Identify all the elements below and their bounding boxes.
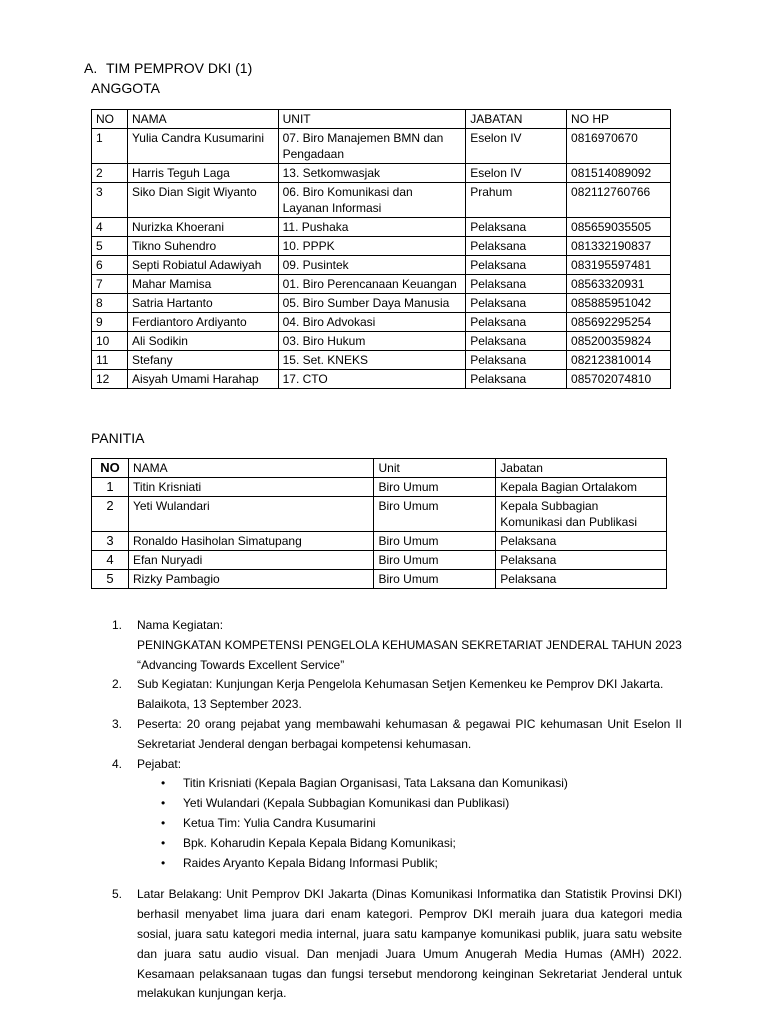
list-item <box>161 794 682 814</box>
cell-nama: Nurizka Khoerani <box>127 218 278 237</box>
item-number: 2. <box>112 677 123 692</box>
section-title: TIM PEMPROV DKI (1) <box>106 60 253 76</box>
cell-no: 12 <box>92 370 128 389</box>
cell-no: 11 <box>92 351 128 370</box>
cell-no-hp: 082123810014 <box>567 351 671 370</box>
anggota-heading: ANGGOTA <box>91 80 160 96</box>
cell-nama: Septi Robiatul Adawiyah <box>127 256 278 275</box>
cell-no: 3 <box>92 183 128 218</box>
cell-unit: 05. Biro Sumber Daya Manusia <box>278 294 466 313</box>
item-label: Nama Kegiatan: <box>137 618 224 632</box>
list-item <box>161 814 682 834</box>
panitia-table <box>91 458 667 589</box>
cell-no: 4 <box>92 218 128 237</box>
table-row <box>92 551 667 570</box>
table-row <box>92 256 671 275</box>
cell-no-hp: 085692295254 <box>567 313 671 332</box>
cell-nama: Titin Krisniati <box>128 478 374 497</box>
cell-no-hp: 08563320931 <box>567 275 671 294</box>
bullet-icon: • <box>161 776 166 791</box>
column-header: JABATAN <box>466 110 567 129</box>
cell-no: 7 <box>92 275 128 294</box>
item-text: Peserta: 20 orang pejabat yang membawahi kehumasan & pegawai PIC kehumasan Unit Eselon II Sekretariat Jenderal dengan berbagai kompetensi kehumasan. <box>137 716 682 751</box>
cell-no-hp: 081514089092 <box>567 164 671 183</box>
cell-unit: Biro Umum <box>374 570 496 589</box>
cell-unit: 04. Biro Advokasi <box>278 313 466 332</box>
cell-jabatan: Pelaksana <box>466 237 567 256</box>
panitia-heading: PANITIA <box>91 430 145 446</box>
list-item <box>161 774 682 794</box>
cell-unit: Biro Umum <box>374 497 496 532</box>
cell-nama: Rizky Pambagio <box>128 570 374 589</box>
spacer <box>112 873 682 885</box>
cell-no-hp: 085659035505 <box>567 218 671 237</box>
item-text: Balaikota, 13 September 2023. <box>137 697 302 712</box>
item-number: 3. <box>112 716 123 731</box>
table-row <box>92 332 671 351</box>
cell-no-hp: 085702074810 <box>567 370 671 389</box>
item-number: 5. <box>112 887 123 902</box>
table-header-row <box>92 459 667 478</box>
cell-nama: Stefany <box>127 351 278 370</box>
bullet-text: Bpk. Koharudin Kepala Kepala Bidang Komunikasi; <box>183 835 456 850</box>
list-item <box>161 854 682 874</box>
cell-nama: Ali Sodikin <box>127 332 278 351</box>
cell-unit: 17. CTO <box>278 370 466 389</box>
cell-unit: Biro Umum <box>374 551 496 570</box>
column-header: NO HP <box>567 110 671 129</box>
list-item-latar-belakang <box>112 885 682 1004</box>
list-item-sub-kegiatan <box>112 675 682 715</box>
table-row <box>92 497 667 532</box>
bullet-text: Yeti Wulandari (Kepala Subbagian Komunikasi dan Publikasi) <box>183 796 510 811</box>
item-text: Latar Belakang: Unit Pemprov DKI Jakarta (Dinas Komunikasi Informatika dan Statistik Provinsi DKI) berhasil menyabet lima juara dari enam kategori. Pemprov DKI meraih juara dua kategori media sosial, juara satu kategori media internal, juara satu kampanye komunikasi publik, juara satu website dan juara satu audio visual. Dan menjadi Juara Umum Anugerah Media Humas (AMH) 2022. Kesamaan pelaksanaan tugas dan fungsi tersebut mendorong keinginan Sekretariat Jenderal untuk melakukan kunjungan kerja. <box>137 887 682 1001</box>
cell-nama: Ferdiantoro Ardiyanto <box>127 313 278 332</box>
list-item <box>161 834 682 854</box>
list-item-peserta <box>112 715 682 755</box>
cell-no: 1 <box>92 478 129 497</box>
column-header: NAMA <box>128 459 374 478</box>
cell-unit: 09. Pusintek <box>278 256 466 275</box>
table-header-row <box>92 110 671 129</box>
cell-jabatan: Eselon IV <box>466 129 567 164</box>
cell-unit: Biro Umum <box>374 532 496 551</box>
table-row <box>92 532 667 551</box>
section-letter: A. <box>84 60 98 76</box>
activity-title: PENINGKATAN KOMPETENSI PENGELOLA KEHUMASAN SEKRETARIAT JENDERAL TAHUN 2023 <box>137 637 682 652</box>
cell-no: 2 <box>92 497 129 532</box>
cell-nama: Mahar Mamisa <box>127 275 278 294</box>
cell-jabatan: Pelaksana <box>466 370 567 389</box>
cell-jabatan: Pelaksana <box>496 570 667 589</box>
cell-jabatan: Kepala Bagian Ortalakom <box>496 478 667 497</box>
table-row <box>92 478 667 497</box>
item-number: 4. <box>112 756 123 771</box>
table-row <box>92 218 671 237</box>
cell-no: 6 <box>92 256 128 275</box>
list-item-nama-kegiatan <box>112 616 682 675</box>
item-label: Pejabat: <box>137 756 182 771</box>
cell-jabatan: Pelaksana <box>466 351 567 370</box>
column-header: NO <box>92 110 128 129</box>
bullet-text: Ketua Tim: Yulia Candra Kusumarini <box>183 815 376 830</box>
table-row <box>92 129 671 164</box>
cell-nama: Siko Dian Sigit Wiyanto <box>127 183 278 218</box>
cell-no: 4 <box>92 551 129 570</box>
cell-jabatan: Kepala Subbagian Komunikasi dan Publikasi <box>496 497 667 532</box>
table-row <box>92 294 671 313</box>
cell-no-hp: 083195597481 <box>567 256 671 275</box>
cell-no-hp: 081332190837 <box>567 237 671 256</box>
bullet-icon: • <box>161 796 166 811</box>
cell-jabatan: Pelaksana <box>466 256 567 275</box>
cell-no-hp: 085200359824 <box>567 332 671 351</box>
item-number: 1. <box>112 618 123 632</box>
cell-nama: Aisyah Umami Harahap <box>127 370 278 389</box>
cell-unit: 06. Biro Komunikasi dan Layanan Informasi <box>278 183 466 218</box>
table-row <box>92 183 671 218</box>
cell-unit: 15. Set. KNEKS <box>278 351 466 370</box>
cell-jabatan: Pelaksana <box>466 332 567 351</box>
table-row <box>92 570 667 589</box>
cell-nama: Efan Nuryadi <box>128 551 374 570</box>
bullet-text: Titin Krisniati (Kepala Bagian Organisasi, Tata Laksana dan Komunikasi) <box>183 776 568 791</box>
column-header: NAMA <box>127 110 278 129</box>
column-header: UNIT <box>278 110 466 129</box>
cell-no: 10 <box>92 332 128 351</box>
cell-no: 1 <box>92 129 128 164</box>
pejabat-bullet-list <box>137 774 682 873</box>
anggota-table <box>91 109 671 389</box>
cell-nama: Satria Hartanto <box>127 294 278 313</box>
section-a-heading <box>84 60 252 76</box>
cell-unit: 01. Biro Perencanaan Keuangan <box>278 275 466 294</box>
column-header: Unit <box>374 459 496 478</box>
cell-no: 8 <box>92 294 128 313</box>
cell-nama: Yulia Candra Kusumarini <box>127 129 278 164</box>
cell-jabatan: Pelaksana <box>466 313 567 332</box>
bullet-icon: • <box>161 815 166 830</box>
table-row <box>92 313 671 332</box>
table-row <box>92 370 671 389</box>
cell-no: 5 <box>92 570 129 589</box>
cell-jabatan: Pelaksana <box>466 275 567 294</box>
table-row <box>92 164 671 183</box>
cell-nama: Yeti Wulandari <box>128 497 374 532</box>
table-row <box>92 351 671 370</box>
list-item-pejabat <box>112 755 682 874</box>
bullet-icon: • <box>161 835 166 850</box>
cell-nama: Tikno Suhendro <box>127 237 278 256</box>
column-header: Jabatan <box>496 459 667 478</box>
cell-no: 5 <box>92 237 128 256</box>
cell-no: 2 <box>92 164 128 183</box>
cell-unit: 03. Biro Hukum <box>278 332 466 351</box>
cell-nama: Ronaldo Hasiholan Simatupang <box>128 532 374 551</box>
cell-no-hp: 082112760766 <box>567 183 671 218</box>
cell-unit: 07. Biro Manajemen BMN dan Pengadaan <box>278 129 466 164</box>
cell-jabatan: Pelaksana <box>466 294 567 313</box>
cell-no: 3 <box>92 532 129 551</box>
cell-jabatan: Pelaksana <box>496 532 667 551</box>
item-text: Sub Kegiatan: Kunjungan Kerja Pengelola Kehumasan Setjen Kemenkeu ke Pemprov DKI Jakarta. <box>137 677 664 692</box>
cell-no-hp: 0816970670 <box>567 129 671 164</box>
table-row <box>92 275 671 294</box>
numbered-list <box>112 616 682 1004</box>
cell-jabatan: Prahum <box>466 183 567 218</box>
cell-nama: Harris Teguh Laga <box>127 164 278 183</box>
cell-unit: 13. Setkomwasjak <box>278 164 466 183</box>
cell-jabatan: Eselon IV <box>466 164 567 183</box>
bullet-icon: • <box>161 855 166 870</box>
cell-unit: 10. PPPK <box>278 237 466 256</box>
activity-tagline: “Advancing Towards Excellent Service” <box>137 657 345 672</box>
cell-jabatan: Pelaksana <box>496 551 667 570</box>
cell-no: 9 <box>92 313 128 332</box>
cell-unit: 11. Pushaka <box>278 218 466 237</box>
cell-unit: Biro Umum <box>374 478 496 497</box>
cell-jabatan: Pelaksana <box>466 218 567 237</box>
bullet-text: Raides Aryanto Kepala Bidang Informasi Publik; <box>183 855 438 870</box>
table-row <box>92 237 671 256</box>
column-header: NO <box>92 459 129 478</box>
cell-no-hp: 085885951042 <box>567 294 671 313</box>
